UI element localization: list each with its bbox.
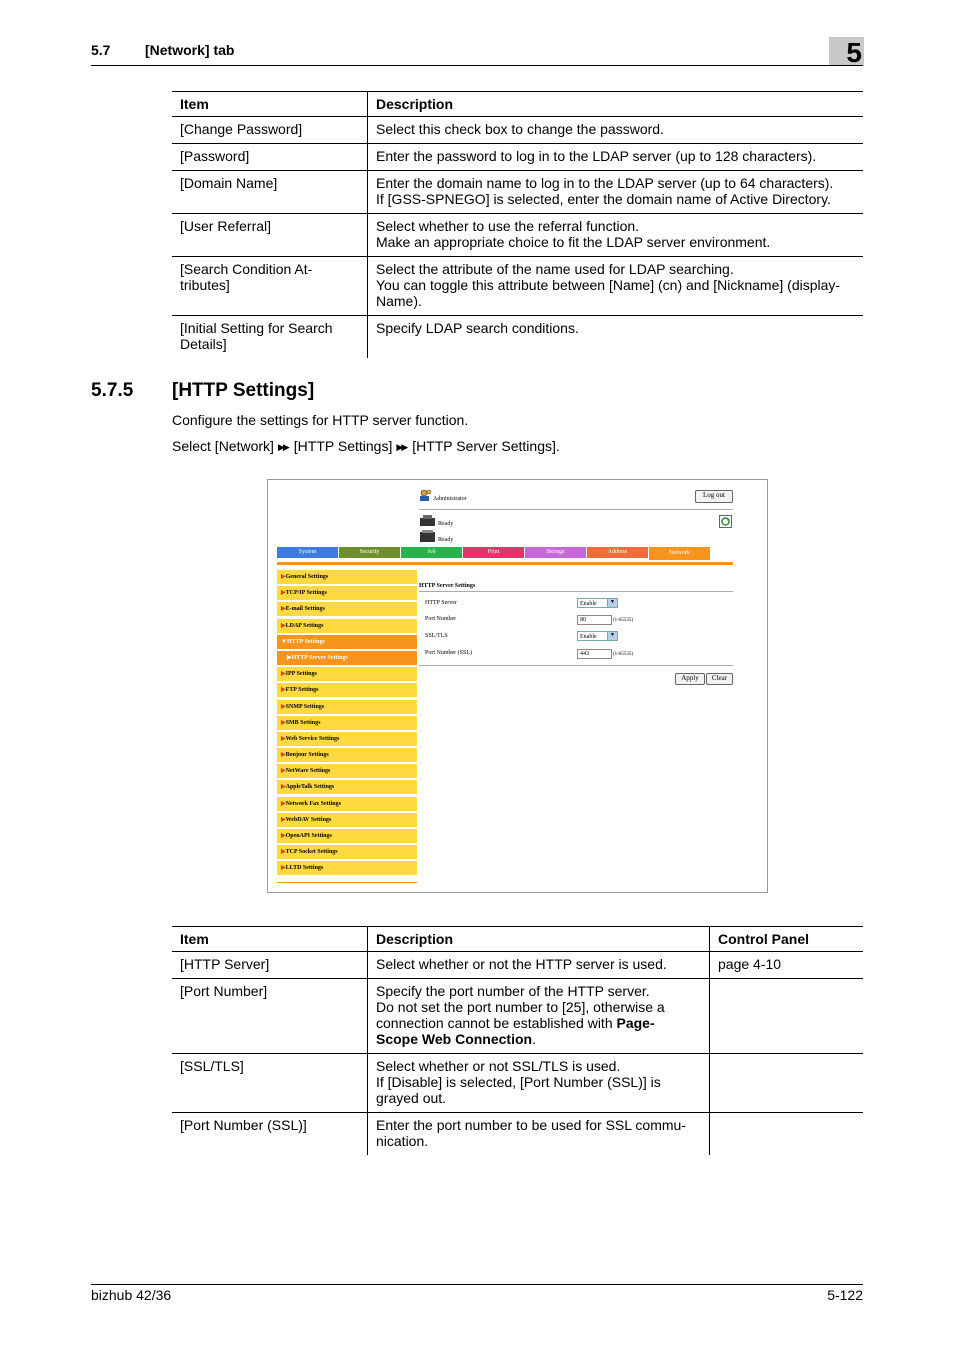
- table-header-item: Item: [172, 92, 368, 117]
- menu-item-label: IPP Settings: [285, 671, 317, 678]
- tab-security[interactable]: Security: [339, 547, 400, 558]
- item-text: [Port Number (SSL)]: [180, 1117, 307, 1133]
- description-line: nication.: [376, 1133, 429, 1149]
- table-row: [172, 144, 863, 171]
- scanner-status-text: Ready: [438, 537, 454, 543]
- item-line: [Search Condition At-: [180, 261, 313, 277]
- description-cell: [368, 257, 864, 316]
- description-line: grayed out.: [376, 1090, 447, 1106]
- triangle-right-icon: ▶: [281, 622, 286, 629]
- printer-status-text: Ready: [438, 521, 454, 527]
- menu-item-label: WebDAV Settings: [285, 816, 332, 823]
- triangle-right-icon: ▶: [281, 671, 286, 678]
- table-header-description: Description: [368, 92, 864, 117]
- triangle-right-icon: ▶: [281, 816, 286, 823]
- tab-address[interactable]: Address: [587, 547, 648, 558]
- description-cell: [368, 117, 864, 144]
- triangle-right-icon: ▶: [281, 800, 286, 807]
- table-row: [172, 117, 863, 144]
- menu-item-ldap-settings[interactable]: [277, 619, 417, 633]
- double-arrow-icon: ▶▶: [277, 442, 288, 452]
- menu-item-network-fax-settings[interactable]: [277, 797, 417, 811]
- menu-item-tcp-ip-settings[interactable]: [277, 586, 417, 600]
- triangle-right-icon: ▶: [281, 784, 286, 791]
- table-row: [172, 1113, 863, 1156]
- description-line: Select whether or not SSL/TLS is used.: [376, 1058, 621, 1074]
- description-cell: [368, 144, 864, 171]
- item-cell: [172, 117, 368, 144]
- table-row: [172, 979, 863, 1054]
- port-number-ssl-range: (1-65535): [613, 652, 633, 657]
- menu-item-label: SMB Settings: [285, 719, 321, 726]
- description-cell: [368, 952, 710, 979]
- administrator-label: Administrator: [433, 496, 467, 502]
- menu-item-label: HTTP Settings: [286, 638, 325, 645]
- description-cell: [368, 1054, 710, 1113]
- menu-item-tcp-socket-settings[interactable]: [277, 845, 417, 859]
- triangle-right-icon: ▶: [281, 833, 286, 839]
- chevron-down-icon: ▼: [607, 632, 617, 640]
- tab-system[interactable]: System: [277, 547, 338, 558]
- description-line: Enter the domain name to log in to the LDAP server (up to 64 characters).: [376, 175, 834, 191]
- port-number-range: (1-65535): [613, 618, 633, 623]
- triangle-right-icon: ▶: [281, 703, 286, 710]
- header-divider: [419, 509, 733, 510]
- item-text: [HTTP Server]: [180, 956, 270, 972]
- port-number-ssl-label: Port Number (SSL): [425, 650, 472, 656]
- administrator-icon: [419, 489, 433, 501]
- description-cell: [368, 979, 710, 1054]
- triangle-right-icon: ▶: [281, 865, 286, 872]
- product-name: Scope Web Connection: [376, 1031, 533, 1047]
- item-text: [Domain Name]: [180, 175, 278, 191]
- form-divider: [419, 591, 733, 592]
- description-cell: [368, 171, 864, 214]
- double-arrow-icon: ▶▶: [396, 442, 407, 452]
- menu-item-http-server-settings[interactable]: [277, 651, 417, 665]
- footer-model: bizhub 42/36: [91, 1287, 172, 1303]
- ssl-tls-label: SSL/TLS: [425, 633, 448, 639]
- item-cell: [172, 952, 368, 979]
- description-line: Select whether or not the HTTP server is used.: [376, 956, 667, 972]
- item-cell: [172, 171, 368, 214]
- triangle-right-icon: ▶: [287, 654, 292, 661]
- triangle-right-icon: ▶: [281, 735, 286, 742]
- main-tab-bar: [277, 547, 711, 560]
- port-number-label: Port Number: [425, 616, 457, 622]
- menu-item-snmp-settings[interactable]: [277, 700, 417, 714]
- menu-item-label: NetWare Settings: [285, 768, 331, 775]
- footer-page-number: 5-122: [827, 1287, 863, 1303]
- item-text: [Port Number]: [180, 983, 268, 999]
- table-row: [172, 171, 863, 214]
- logout-button[interactable]: Log out: [695, 490, 733, 503]
- description-line: If [GSS-SPNEGO] is selected, enter the domain name of Active Directory.: [376, 191, 831, 207]
- table-header-description: Description: [368, 927, 710, 952]
- header-section-number: 5.7: [91, 42, 111, 58]
- table-header-item: Item: [172, 927, 368, 952]
- http-settings-table: [172, 926, 863, 1155]
- menu-item-label: FTP Settings: [285, 687, 319, 694]
- description-line: Specify the port number of the HTTP server.: [376, 983, 650, 999]
- web-ui-screenshot: [267, 479, 768, 893]
- item-cell: [172, 144, 368, 171]
- http-server-select[interactable]: Enable ▼: [577, 598, 618, 608]
- menu-item-label: General Settings: [285, 574, 329, 580]
- form-bottom-divider: [419, 665, 733, 666]
- item-cell: [172, 1054, 368, 1113]
- item-cell: [172, 979, 368, 1054]
- description-line: Select the attribute of the name used for LDAP searching.: [376, 261, 734, 277]
- description-line: Do not set the port number to [25], otherwise a: [376, 999, 665, 1015]
- scanner-status-icon: [419, 529, 437, 543]
- triangle-right-icon: ▶: [281, 606, 286, 613]
- menu-item-label: Network Fax Settings: [285, 800, 341, 807]
- footer-rule: [91, 1284, 863, 1285]
- triangle-down-icon: ▼: [281, 638, 287, 645]
- triangle-right-icon: ▶: [281, 574, 286, 580]
- product-name: Page-: [616, 1015, 655, 1031]
- table-row: [172, 257, 863, 316]
- form-title: HTTP Server Settings: [419, 583, 476, 589]
- chapter-number-badge: 5: [829, 37, 864, 66]
- triangle-right-icon: ▶: [281, 687, 286, 694]
- refresh-icon[interactable]: [719, 515, 732, 528]
- description-line: Enter the port number to be used for SSL commu-: [376, 1117, 686, 1133]
- menu-item-label: TCP Socket Settings: [285, 849, 338, 856]
- navigation-path: [172, 438, 560, 454]
- table-header-control-panel: Control Panel: [710, 927, 864, 952]
- ssl-tls-select[interactable]: Enable ▼: [577, 631, 618, 641]
- tab-storage[interactable]: Storage: [525, 547, 586, 558]
- ldap-settings-table: [172, 91, 863, 358]
- control-panel-cell: [710, 1113, 864, 1156]
- menu-item-label: HTTP Server Settings: [291, 654, 348, 661]
- menu-item-lltd-settings[interactable]: [277, 861, 417, 875]
- tab-underline: [277, 562, 733, 565]
- description-cell: [368, 316, 864, 359]
- description-cell: [368, 1113, 710, 1156]
- menu-item-http-settings[interactable]: [277, 635, 417, 649]
- menu-item-e-mail-settings[interactable]: [277, 602, 417, 616]
- header-section-title: [Network] tab: [145, 42, 235, 58]
- description-line: [376, 1015, 701, 1031]
- item-text: [Password]: [180, 148, 250, 164]
- menu-item-bonjour-settings[interactable]: [277, 748, 417, 762]
- menu-item-label: LLTD Settings: [285, 865, 324, 872]
- section-number: 5.7.5: [91, 380, 134, 401]
- description-line: Enter the password to log in to the LDAP server (up to 128 characters).: [376, 148, 817, 164]
- description-line: You can toggle this attribute between [Name] (cn) and [Nickname] (display-: [376, 277, 841, 293]
- description-line: Select this check box to change the password.: [376, 121, 664, 137]
- menu-item-netware-settings[interactable]: [277, 764, 417, 778]
- menu-item-label: OpenAPI Settings: [285, 833, 332, 839]
- triangle-right-icon: ▶: [281, 590, 286, 597]
- port-number-input[interactable]: 80: [577, 615, 612, 625]
- item-text: [SSL/TLS]: [180, 1058, 244, 1074]
- menu-item-general-settings[interactable]: [277, 570, 417, 584]
- menu-item-label: Web Service Settings: [285, 735, 340, 742]
- menu-item-label: TCP/IP Settings: [285, 590, 327, 597]
- menu-item-ftp-settings[interactable]: [277, 683, 417, 697]
- item-line: tributes]: [180, 277, 230, 293]
- path-step-network: Select [Network]: [172, 438, 274, 454]
- triangle-right-icon: ▶: [281, 752, 286, 759]
- menu-item-label: LDAP Settings: [285, 622, 324, 629]
- menu-item-label: E-mail Settings: [285, 606, 325, 613]
- apply-button[interactable]: Apply: [675, 673, 705, 685]
- description-line: Specify LDAP search conditions.: [376, 320, 579, 336]
- settings-menu: [277, 570, 417, 878]
- menu-item-label: AppleTalk Settings: [285, 784, 335, 791]
- table-row: [172, 214, 863, 257]
- menu-item-smb-settings[interactable]: [277, 716, 417, 730]
- triangle-right-icon: ▶: [281, 719, 286, 726]
- description-text: .: [532, 1031, 536, 1047]
- path-step-http-settings: [HTTP Settings]: [293, 438, 393, 454]
- clear-button[interactable]: Clear: [706, 673, 733, 685]
- item-cell: [172, 257, 368, 316]
- menu-item-web-service-settings[interactable]: [277, 732, 417, 746]
- item-cell: [172, 214, 368, 257]
- menu-item-appletalk-settings[interactable]: [277, 780, 417, 794]
- tab-job[interactable]: Job: [401, 547, 462, 558]
- description-line: [376, 1031, 701, 1047]
- tab-network[interactable]: Network: [649, 547, 710, 560]
- triangle-right-icon: ▶: [281, 849, 286, 856]
- path-step-http-server-settings: [HTTP Server Settings].: [412, 438, 560, 454]
- description-cell: [368, 214, 864, 257]
- menu-bottom-line: [277, 882, 417, 883]
- control-panel-cell: [710, 1054, 864, 1113]
- control-panel-cell: [710, 979, 864, 1054]
- menu-item-openapi-settings[interactable]: [277, 829, 417, 843]
- table-row: [172, 952, 863, 979]
- description-line: If [Disable] is selected, [Port Number (SSL)] is: [376, 1074, 661, 1090]
- triangle-right-icon: ▶: [281, 768, 286, 775]
- tab-print[interactable]: Print: [463, 547, 524, 558]
- description-line: Make an appropriate choice to fit the LDAP server environment.: [376, 234, 771, 250]
- item-cell: [172, 1113, 368, 1156]
- section-intro: Configure the settings for HTTP server function.: [172, 412, 469, 428]
- section-title: [HTTP Settings]: [172, 380, 315, 401]
- table-row: [172, 316, 863, 359]
- port-number-ssl-input[interactable]: 443: [577, 649, 612, 659]
- item-text: [Change Password]: [180, 121, 303, 137]
- printer-status-icon: [419, 514, 437, 528]
- chevron-down-icon: ▼: [607, 599, 617, 607]
- item-line: Details]: [180, 336, 227, 352]
- description-text: connection cannot be established with: [376, 1015, 617, 1031]
- item-line: [Initial Setting for Search: [180, 320, 333, 336]
- menu-item-ipp-settings[interactable]: [277, 667, 417, 681]
- header-rule: [91, 65, 863, 66]
- item-cell: [172, 316, 368, 359]
- control-panel-cell: page 4-10: [710, 952, 864, 979]
- http-server-label: HTTP Server: [425, 600, 457, 606]
- item-text: [User Referral]: [180, 218, 272, 234]
- table-row: [172, 1054, 863, 1113]
- menu-item-label: SNMP Settings: [285, 703, 325, 710]
- menu-item-webdav-settings[interactable]: [277, 813, 417, 827]
- description-line: Name).: [376, 293, 422, 309]
- menu-item-label: Bonjour Settings: [285, 752, 329, 759]
- description-line: Select whether to use the referral function.: [376, 218, 640, 234]
